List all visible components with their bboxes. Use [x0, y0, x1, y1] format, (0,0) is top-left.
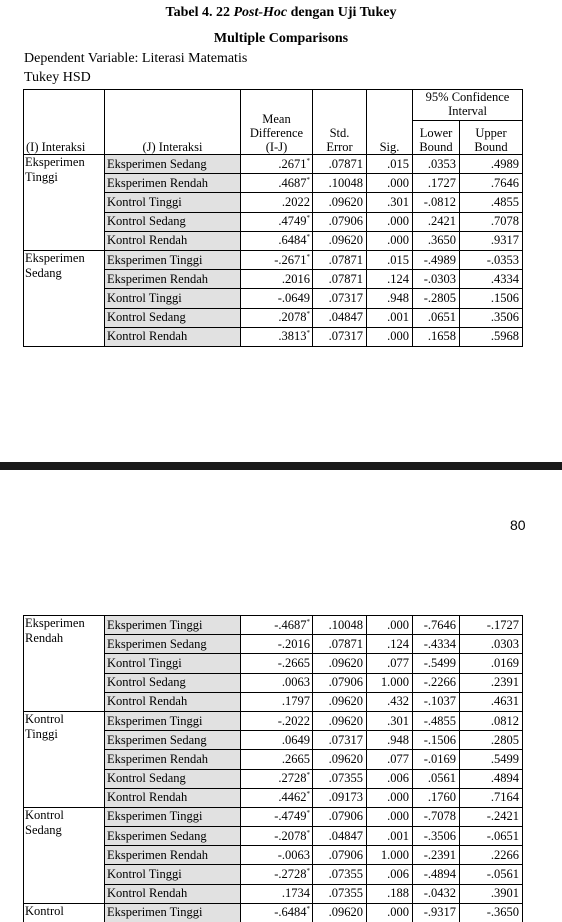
- upper-bound-cell: .2805: [460, 731, 523, 750]
- j-interaksi-cell: Kontrol Rendah: [105, 327, 241, 346]
- lower-bound-cell: -.5499: [413, 654, 460, 673]
- header-mean-difference: Mean Difference (I-J): [241, 90, 313, 155]
- sig-cell: .077: [367, 750, 413, 769]
- mean-difference-cell: .2671*: [241, 155, 313, 174]
- sig-cell: .006: [367, 865, 413, 884]
- upper-bound-cell: -.1727: [460, 616, 523, 635]
- page-break-bar: [0, 462, 562, 470]
- upper-bound-cell: -.3650: [460, 903, 523, 922]
- significance-star: *: [306, 233, 310, 242]
- sig-cell: .001: [367, 308, 413, 327]
- significance-star: *: [306, 214, 310, 222]
- header-i-interaksi: (I) Interaksi: [24, 90, 105, 155]
- mean-difference-cell: .1734: [241, 884, 313, 903]
- std-error-cell: .09620: [313, 711, 367, 730]
- sig-cell: .948: [367, 289, 413, 308]
- lower-bound-cell: .2421: [413, 212, 460, 231]
- sig-cell: .000: [367, 903, 413, 922]
- upper-bound-cell: -.0561: [460, 865, 523, 884]
- mean-difference-cell: -.2016: [241, 635, 313, 654]
- std-error-cell: .09173: [313, 788, 367, 807]
- header-sig: Sig.: [367, 90, 413, 155]
- mean-difference-cell: -.0063: [241, 846, 313, 865]
- j-interaksi-cell: Kontrol Rendah: [105, 231, 241, 250]
- j-interaksi-cell: Eksperimen Tinggi: [105, 903, 241, 922]
- sig-cell: .432: [367, 692, 413, 711]
- std-error-cell: .07355: [313, 884, 367, 903]
- mean-difference-cell: .4749*: [241, 212, 313, 231]
- caption-italic: Post-Hoc: [233, 5, 288, 20]
- table-caption: [0, 5, 562, 21]
- upper-bound-cell: .7078: [460, 212, 523, 231]
- sig-cell: .000: [367, 231, 413, 250]
- significance-star: *: [306, 156, 310, 165]
- std-error-cell: .07355: [313, 865, 367, 884]
- group-i-label: Eksperimen Tinggi: [24, 155, 105, 251]
- j-interaksi-cell: Kontrol Sedang: [105, 308, 241, 327]
- lower-bound-cell: -.1506: [413, 731, 460, 750]
- mean-difference-cell: -.6484*: [241, 903, 313, 922]
- sig-cell: .000: [367, 807, 413, 826]
- lower-bound-cell: .0651: [413, 308, 460, 327]
- lower-bound-cell: -.7646: [413, 616, 460, 635]
- lower-bound-cell: -.4855: [413, 711, 460, 730]
- lower-bound-cell: -.2266: [413, 673, 460, 692]
- std-error-cell: .07906: [313, 846, 367, 865]
- upper-bound-cell: .4631: [460, 692, 523, 711]
- std-error-cell: .04847: [313, 827, 367, 846]
- j-interaksi-cell: Kontrol Rendah: [105, 788, 241, 807]
- j-interaksi-cell: Eksperimen Rendah: [105, 174, 241, 193]
- sig-cell: .015: [367, 155, 413, 174]
- lower-bound-cell: .0353: [413, 155, 460, 174]
- table-subtitle: Multiple Comparisons: [213, 31, 349, 46]
- std-error-cell: .09620: [313, 692, 367, 711]
- sig-cell: .000: [367, 327, 413, 346]
- upper-bound-cell: .3506: [460, 308, 523, 327]
- upper-bound-cell: .1506: [460, 289, 523, 308]
- lower-bound-cell: -.1037: [413, 692, 460, 711]
- std-error-cell: .07871: [313, 250, 367, 269]
- upper-bound-cell: -.0353: [460, 250, 523, 269]
- group-i-label: Eksperimen Rendah: [24, 616, 105, 712]
- significance-star: *: [306, 329, 310, 338]
- lower-bound-cell: .0561: [413, 769, 460, 788]
- lower-bound-cell: -.4989: [413, 250, 460, 269]
- j-interaksi-cell: Kontrol Sedang: [105, 212, 241, 231]
- j-interaksi-cell: Eksperimen Sedang: [105, 635, 241, 654]
- std-error-cell: .10048: [313, 174, 367, 193]
- mean-difference-cell: .2016: [241, 270, 313, 289]
- upper-bound-cell: -.2421: [460, 807, 523, 826]
- upper-bound-cell: .2391: [460, 673, 523, 692]
- lower-bound-cell: .1727: [413, 174, 460, 193]
- sig-cell: .124: [367, 635, 413, 654]
- lower-bound-cell: -.9317: [413, 903, 460, 922]
- mean-difference-cell: -.2728*: [241, 865, 313, 884]
- j-interaksi-cell: Kontrol Tinggi: [105, 289, 241, 308]
- lower-bound-cell: -.2391: [413, 846, 460, 865]
- upper-bound-cell: .4894: [460, 769, 523, 788]
- upper-bound-cell: .4855: [460, 193, 523, 212]
- std-error-cell: .07317: [313, 327, 367, 346]
- upper-bound-cell: .3901: [460, 884, 523, 903]
- j-interaksi-cell: Eksperimen Rendah: [105, 846, 241, 865]
- sig-cell: .001: [367, 827, 413, 846]
- lower-bound-cell: -.0169: [413, 750, 460, 769]
- upper-bound-cell: -.0651: [460, 827, 523, 846]
- group-i-label: Kontrol Sedang: [24, 807, 105, 903]
- dependent-variable: Dependent Variable: Literasi Matematis: [24, 51, 248, 66]
- std-error-cell: .09620: [313, 654, 367, 673]
- significance-star: *: [306, 770, 310, 779]
- upper-bound-cell: .5968: [460, 327, 523, 346]
- mean-difference-cell: .0063: [241, 673, 313, 692]
- j-interaksi-cell: Eksperimen Sedang: [105, 731, 241, 750]
- sig-cell: .000: [367, 212, 413, 231]
- header-confidence-interval: 95% Confidence Interval: [413, 90, 523, 121]
- upper-bound-cell: .7646: [460, 174, 523, 193]
- upper-bound-cell: .2266: [460, 846, 523, 865]
- group-i-label: Eksperimen Sedang: [24, 250, 105, 346]
- significance-star: *: [306, 617, 310, 626]
- lower-bound-cell: .3650: [413, 231, 460, 250]
- lower-bound-cell: .1658: [413, 327, 460, 346]
- upper-bound-cell: .0169: [460, 654, 523, 673]
- j-interaksi-cell: Kontrol Tinggi: [105, 865, 241, 884]
- std-error-cell: .07871: [313, 270, 367, 289]
- header-j-interaksi: (J) Interaksi: [105, 90, 241, 155]
- significance-star: *: [306, 175, 310, 184]
- mean-difference-cell: .4687*: [241, 174, 313, 193]
- j-interaksi-cell: Eksperimen Sedang: [105, 155, 241, 174]
- group-i-label: Kontrol Tinggi: [24, 711, 105, 807]
- std-error-cell: .07871: [313, 635, 367, 654]
- j-interaksi-cell: Eksperimen Rendah: [105, 750, 241, 769]
- sig-cell: .301: [367, 193, 413, 212]
- mean-difference-cell: .4462*: [241, 788, 313, 807]
- mean-difference-cell: .6484*: [241, 231, 313, 250]
- upper-bound-cell: .4334: [460, 270, 523, 289]
- j-interaksi-cell: Kontrol Tinggi: [105, 193, 241, 212]
- caption-prefix: Tabel 4. 22: [165, 5, 234, 20]
- std-error-cell: .07355: [313, 769, 367, 788]
- mean-difference-cell: -.2671*: [241, 250, 313, 269]
- sig-cell: .015: [367, 250, 413, 269]
- std-error-cell: .09620: [313, 231, 367, 250]
- sig-cell: 1.000: [367, 673, 413, 692]
- j-interaksi-cell: Eksperimen Sedang: [105, 827, 241, 846]
- std-error-cell: .07317: [313, 289, 367, 308]
- std-error-cell: .07871: [313, 155, 367, 174]
- test-name: Tukey HSD: [24, 70, 91, 85]
- header-lower-bound: Lower Bound: [413, 121, 460, 155]
- lower-bound-cell: -.4894: [413, 865, 460, 884]
- significance-star: *: [306, 866, 310, 875]
- lower-bound-cell: -.0303: [413, 270, 460, 289]
- std-error-cell: .09620: [313, 193, 367, 212]
- j-interaksi-cell: Kontrol Rendah: [105, 692, 241, 711]
- mean-difference-cell: .0649: [241, 731, 313, 750]
- table-row: [24, 903, 523, 922]
- j-interaksi-cell: Kontrol Rendah: [105, 884, 241, 903]
- lower-bound-cell: -.2805: [413, 289, 460, 308]
- header-std-error: Std. Error: [313, 90, 367, 155]
- sig-cell: .124: [367, 270, 413, 289]
- j-interaksi-cell: Kontrol Sedang: [105, 769, 241, 788]
- j-interaksi-cell: Eksperimen Tinggi: [105, 250, 241, 269]
- mean-difference-cell: .2665: [241, 750, 313, 769]
- upper-bound-cell: .4989: [460, 155, 523, 174]
- significance-star: *: [306, 828, 310, 837]
- j-interaksi-cell: Eksperimen Rendah: [105, 270, 241, 289]
- mean-difference-cell: .2022: [241, 193, 313, 212]
- table-row: [24, 250, 523, 269]
- std-error-cell: .07906: [313, 673, 367, 692]
- j-interaksi-cell: Kontrol Sedang: [105, 673, 241, 692]
- mean-difference-cell: -.2022: [241, 711, 313, 730]
- upper-bound-cell: .9317: [460, 231, 523, 250]
- significance-star: *: [306, 252, 310, 261]
- lower-bound-cell: -.0812: [413, 193, 460, 212]
- j-interaksi-cell: Eksperimen Tinggi: [105, 807, 241, 826]
- mean-difference-cell: .2078*: [241, 308, 313, 327]
- mean-difference-cell: .3813*: [241, 327, 313, 346]
- std-error-cell: .04847: [313, 308, 367, 327]
- j-interaksi-cell: Eksperimen Tinggi: [105, 616, 241, 635]
- sig-cell: .301: [367, 711, 413, 730]
- sig-cell: .006: [367, 769, 413, 788]
- mean-difference-cell: -.4749*: [241, 807, 313, 826]
- header-upper-bound: Upper Bound: [460, 121, 523, 155]
- lower-bound-cell: -.7078: [413, 807, 460, 826]
- lower-bound-cell: -.0432: [413, 884, 460, 903]
- lower-bound-cell: -.3506: [413, 827, 460, 846]
- sig-cell: .948: [367, 731, 413, 750]
- comparisons-table-page1: [23, 89, 523, 347]
- mean-difference-cell: -.2665: [241, 654, 313, 673]
- sig-cell: 1.000: [367, 846, 413, 865]
- std-error-cell: .10048: [313, 616, 367, 635]
- mean-difference-cell: -.4687*: [241, 616, 313, 635]
- sig-cell: .188: [367, 884, 413, 903]
- upper-bound-cell: .0812: [460, 711, 523, 730]
- std-error-cell: .07317: [313, 731, 367, 750]
- table-row: [24, 711, 523, 730]
- upper-bound-cell: .0303: [460, 635, 523, 654]
- group-i-label: Kontrol: [24, 903, 105, 922]
- significance-star: *: [306, 790, 310, 799]
- std-error-cell: .09620: [313, 903, 367, 922]
- page-number: 80: [510, 517, 526, 533]
- std-error-cell: .09620: [313, 750, 367, 769]
- mean-difference-cell: -.2078*: [241, 827, 313, 846]
- caption-suffix: dengan Uji Tukey: [287, 5, 397, 20]
- mean-difference-cell: -.0649: [241, 289, 313, 308]
- j-interaksi-cell: Kontrol Tinggi: [105, 654, 241, 673]
- table-row: [24, 155, 523, 174]
- sig-cell: .000: [367, 616, 413, 635]
- lower-bound-cell: .1760: [413, 788, 460, 807]
- table-row: [24, 616, 523, 635]
- significance-star: *: [306, 309, 310, 318]
- significance-star: *: [306, 809, 310, 818]
- std-error-cell: .07906: [313, 807, 367, 826]
- upper-bound-cell: .7164: [460, 788, 523, 807]
- mean-difference-cell: .2728*: [241, 769, 313, 788]
- sig-cell: .000: [367, 788, 413, 807]
- sig-cell: .000: [367, 174, 413, 193]
- upper-bound-cell: .5499: [460, 750, 523, 769]
- std-error-cell: .07906: [313, 212, 367, 231]
- j-interaksi-cell: Eksperimen Tinggi: [105, 711, 241, 730]
- table-row: [24, 807, 523, 826]
- comparisons-table-page2: [23, 615, 523, 922]
- sig-cell: .077: [367, 654, 413, 673]
- mean-difference-cell: .1797: [241, 692, 313, 711]
- significance-star: *: [306, 905, 310, 914]
- lower-bound-cell: -.4334: [413, 635, 460, 654]
